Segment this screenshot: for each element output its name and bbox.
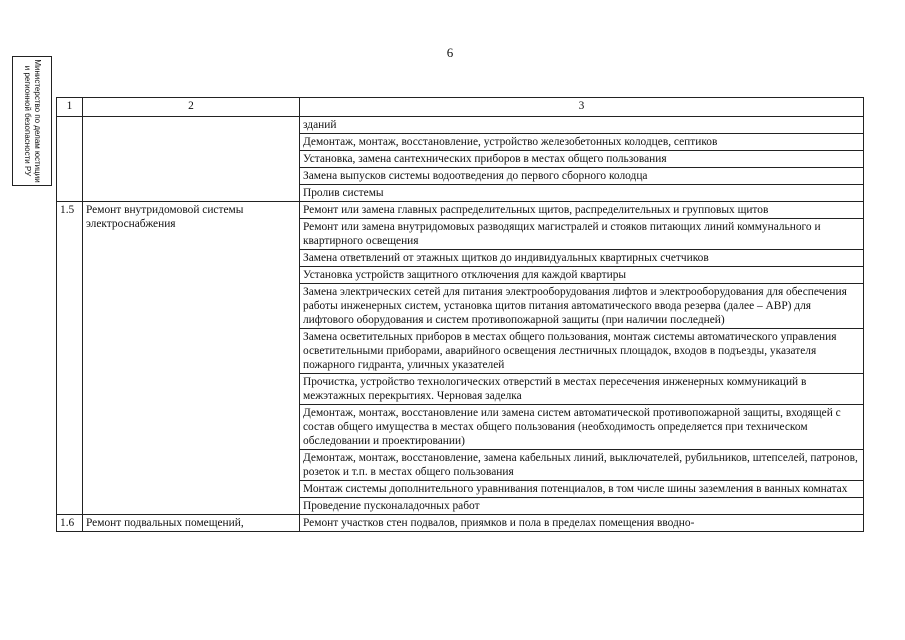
work-item: зданий [300, 117, 864, 134]
work-item: Замена выпусков системы водоотведения до первого сборного колодца [300, 168, 864, 185]
table-row [57, 202, 864, 219]
works-table [56, 97, 864, 532]
work-item: Замена осветительных приборов в местах общего пользования, монтаж системы автоматического управления осветительными приборами, аварийного освещения лестничных площадок, входов в подъезды, указателя пожарного гидранта, уличных указателей [300, 329, 864, 374]
work-item: Ремонт или замена главных распределительных щитов, распределительных и групповых щитов [300, 202, 864, 219]
table-header-row [57, 98, 864, 117]
continuation-title-cell [83, 117, 300, 202]
section-title: Ремонт внутридомовой системы электроснабжения [83, 202, 300, 515]
section-number: 1.5 [57, 202, 83, 515]
work-item: Ремонт или замена внутридомовых разводящих магистралей и стояков питающих линий коммунального и квартирного освещения [300, 219, 864, 250]
work-item: Прочистка, устройство технологических отверстий в местах пересечения инженерных коммуникаций в межэтажных перекрытиях. Черновая заделка [300, 374, 864, 405]
work-item: Ремонт участков стен подвалов, приямков и пола в пределах помещения вводно- [300, 515, 864, 532]
continuation-num-cell [57, 117, 83, 202]
work-item: Проведение пусконаладочных работ [300, 498, 864, 515]
ministry-stamp [12, 56, 52, 186]
section-number: 1.6 [57, 515, 83, 532]
header-col-1: 1 [57, 98, 83, 117]
page-number: 6 [446, 45, 454, 60]
work-item: Замена ответвлений от этажных щитков до индивидуальных квартирных счетчиков [300, 250, 864, 267]
work-item: Пролив системы [300, 185, 864, 202]
header-col-3: 3 [300, 98, 864, 117]
work-item: Установка, замена сантехнических приборов в местах общего пользования [300, 151, 864, 168]
work-item: Демонтаж, монтаж, восстановление, устройство железобетонных колодцев, септиков [300, 134, 864, 151]
work-item: Установка устройств защитного отключения для каждой квартиры [300, 267, 864, 284]
work-item: Монтаж системы дополнительного уравнивания потенциалов, в том числе шины заземления в ванных комнатах [300, 481, 864, 498]
table-row [57, 515, 864, 532]
table-row [57, 117, 864, 134]
work-item: Замена электрических сетей для питания электрооборудования лифтов и электрооборудования для обеспечения работы инженерных систем, установка щитов питания автоматического ввода резерва (далее – АВР) для лифтового оборудования и систем противопожарной защиты (при наличии последней) [300, 284, 864, 329]
work-item: Демонтаж, монтаж, восстановление, замена кабельных линий, выключателей, рубильников, штепселей, патронов, розеток и т.п. в местах общего пользования [300, 450, 864, 481]
stamp-text: Министерство по делам юстиции и регионной безопасности РУ [23, 59, 42, 183]
header-col-2: 2 [83, 98, 300, 117]
section-title: Ремонт подвальных помещений, [83, 515, 300, 532]
work-item: Демонтаж, монтаж, восстановление или замена систем автоматической противопожарной защиты, входящей с состав общего имущества в местах общего пользования (необходимость определяется при техническом обследовании и проектировании) [300, 405, 864, 450]
